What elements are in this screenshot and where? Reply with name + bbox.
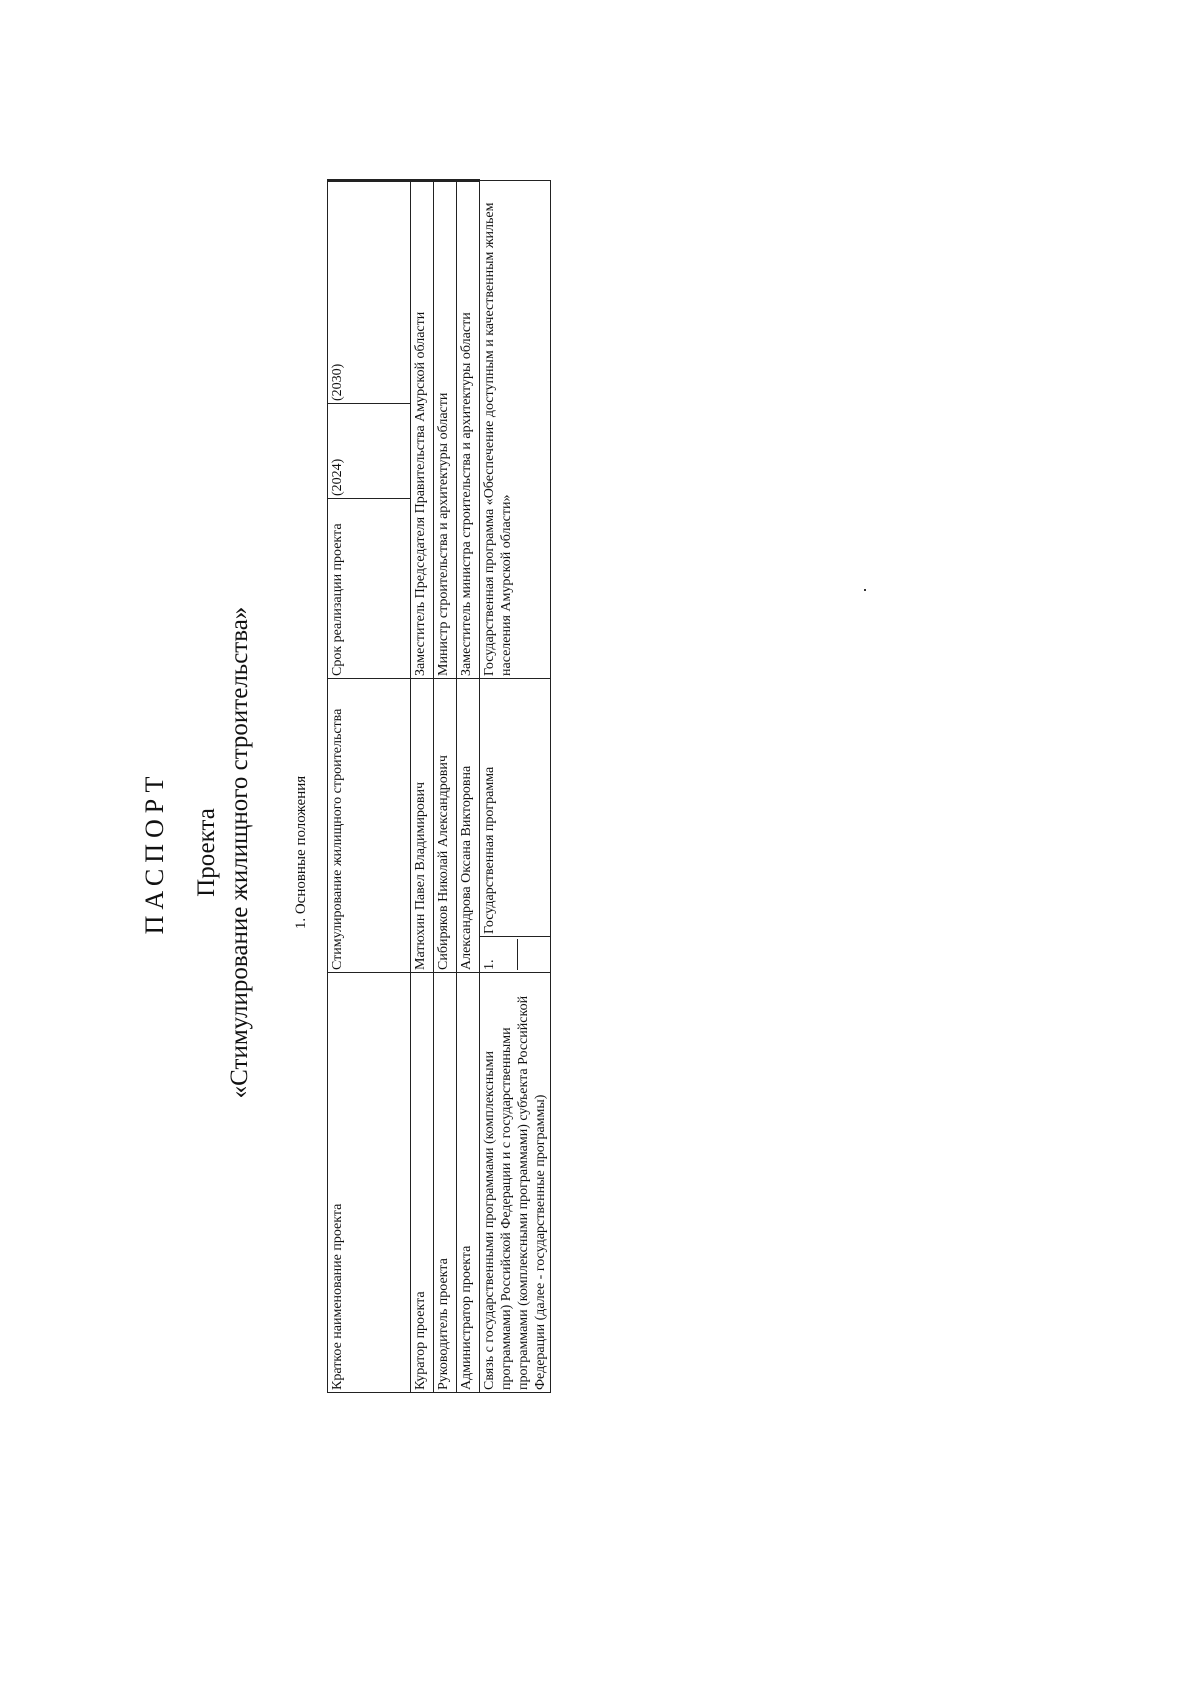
- program-number-cell: [480, 937, 551, 973]
- table-row: [328, 181, 411, 1393]
- section-title: 1. Основные положения: [293, 775, 309, 930]
- short-name-label: Краткое наименование проекта: [328, 973, 411, 1393]
- curator-position: Заместитель Председателя Правительства Амурской области: [411, 181, 434, 679]
- table-row: [480, 181, 551, 1393]
- short-name-value: Стимулирование жилищного строительства: [328, 679, 411, 973]
- head-label: Руководитель проекта: [434, 973, 457, 1393]
- table-row: [457, 181, 480, 1393]
- term-end: (2030): [328, 181, 411, 404]
- head-position: Министр строительства и архитектуры области: [434, 181, 457, 679]
- project-title: «Стимулирование жилищного строительства»: [226, 606, 253, 1099]
- program-name: Государственная программа «Обеспечение доступным и качественным жильем населения Амурской области»: [480, 181, 551, 679]
- document-heading: ПАСПОРТ: [140, 770, 169, 935]
- curator-label: Куратор проекта: [411, 973, 434, 1393]
- term-label: Срок реализации проекта: [328, 499, 411, 679]
- passport-table: [327, 179, 551, 1393]
- programs-link-label: Связь с государственными программами (комплексными программами) Российской Федерации и с государственными программами (комплексными программами) субъекта Российской Федерации (далее - государственные программы): [480, 973, 551, 1393]
- table-row: [434, 181, 457, 1393]
- head-name: Сибиряков Николай Александрович: [434, 679, 457, 973]
- program-number: 1.: [481, 939, 518, 970]
- admin-name: Александрова Оксана Викторовна: [457, 679, 480, 973]
- admin-position: Заместитель министра строительства и архитектуры области: [457, 181, 480, 679]
- term-start: (2024): [328, 404, 411, 499]
- admin-label: Администратор проекта: [457, 973, 480, 1393]
- scan-speck: [864, 589, 866, 591]
- curator-name: Матюхин Павел Владимирович: [411, 679, 434, 973]
- table-row: [411, 181, 434, 1393]
- program-type: Государственная программа: [480, 679, 551, 937]
- document-subheading: Проекта: [193, 808, 220, 897]
